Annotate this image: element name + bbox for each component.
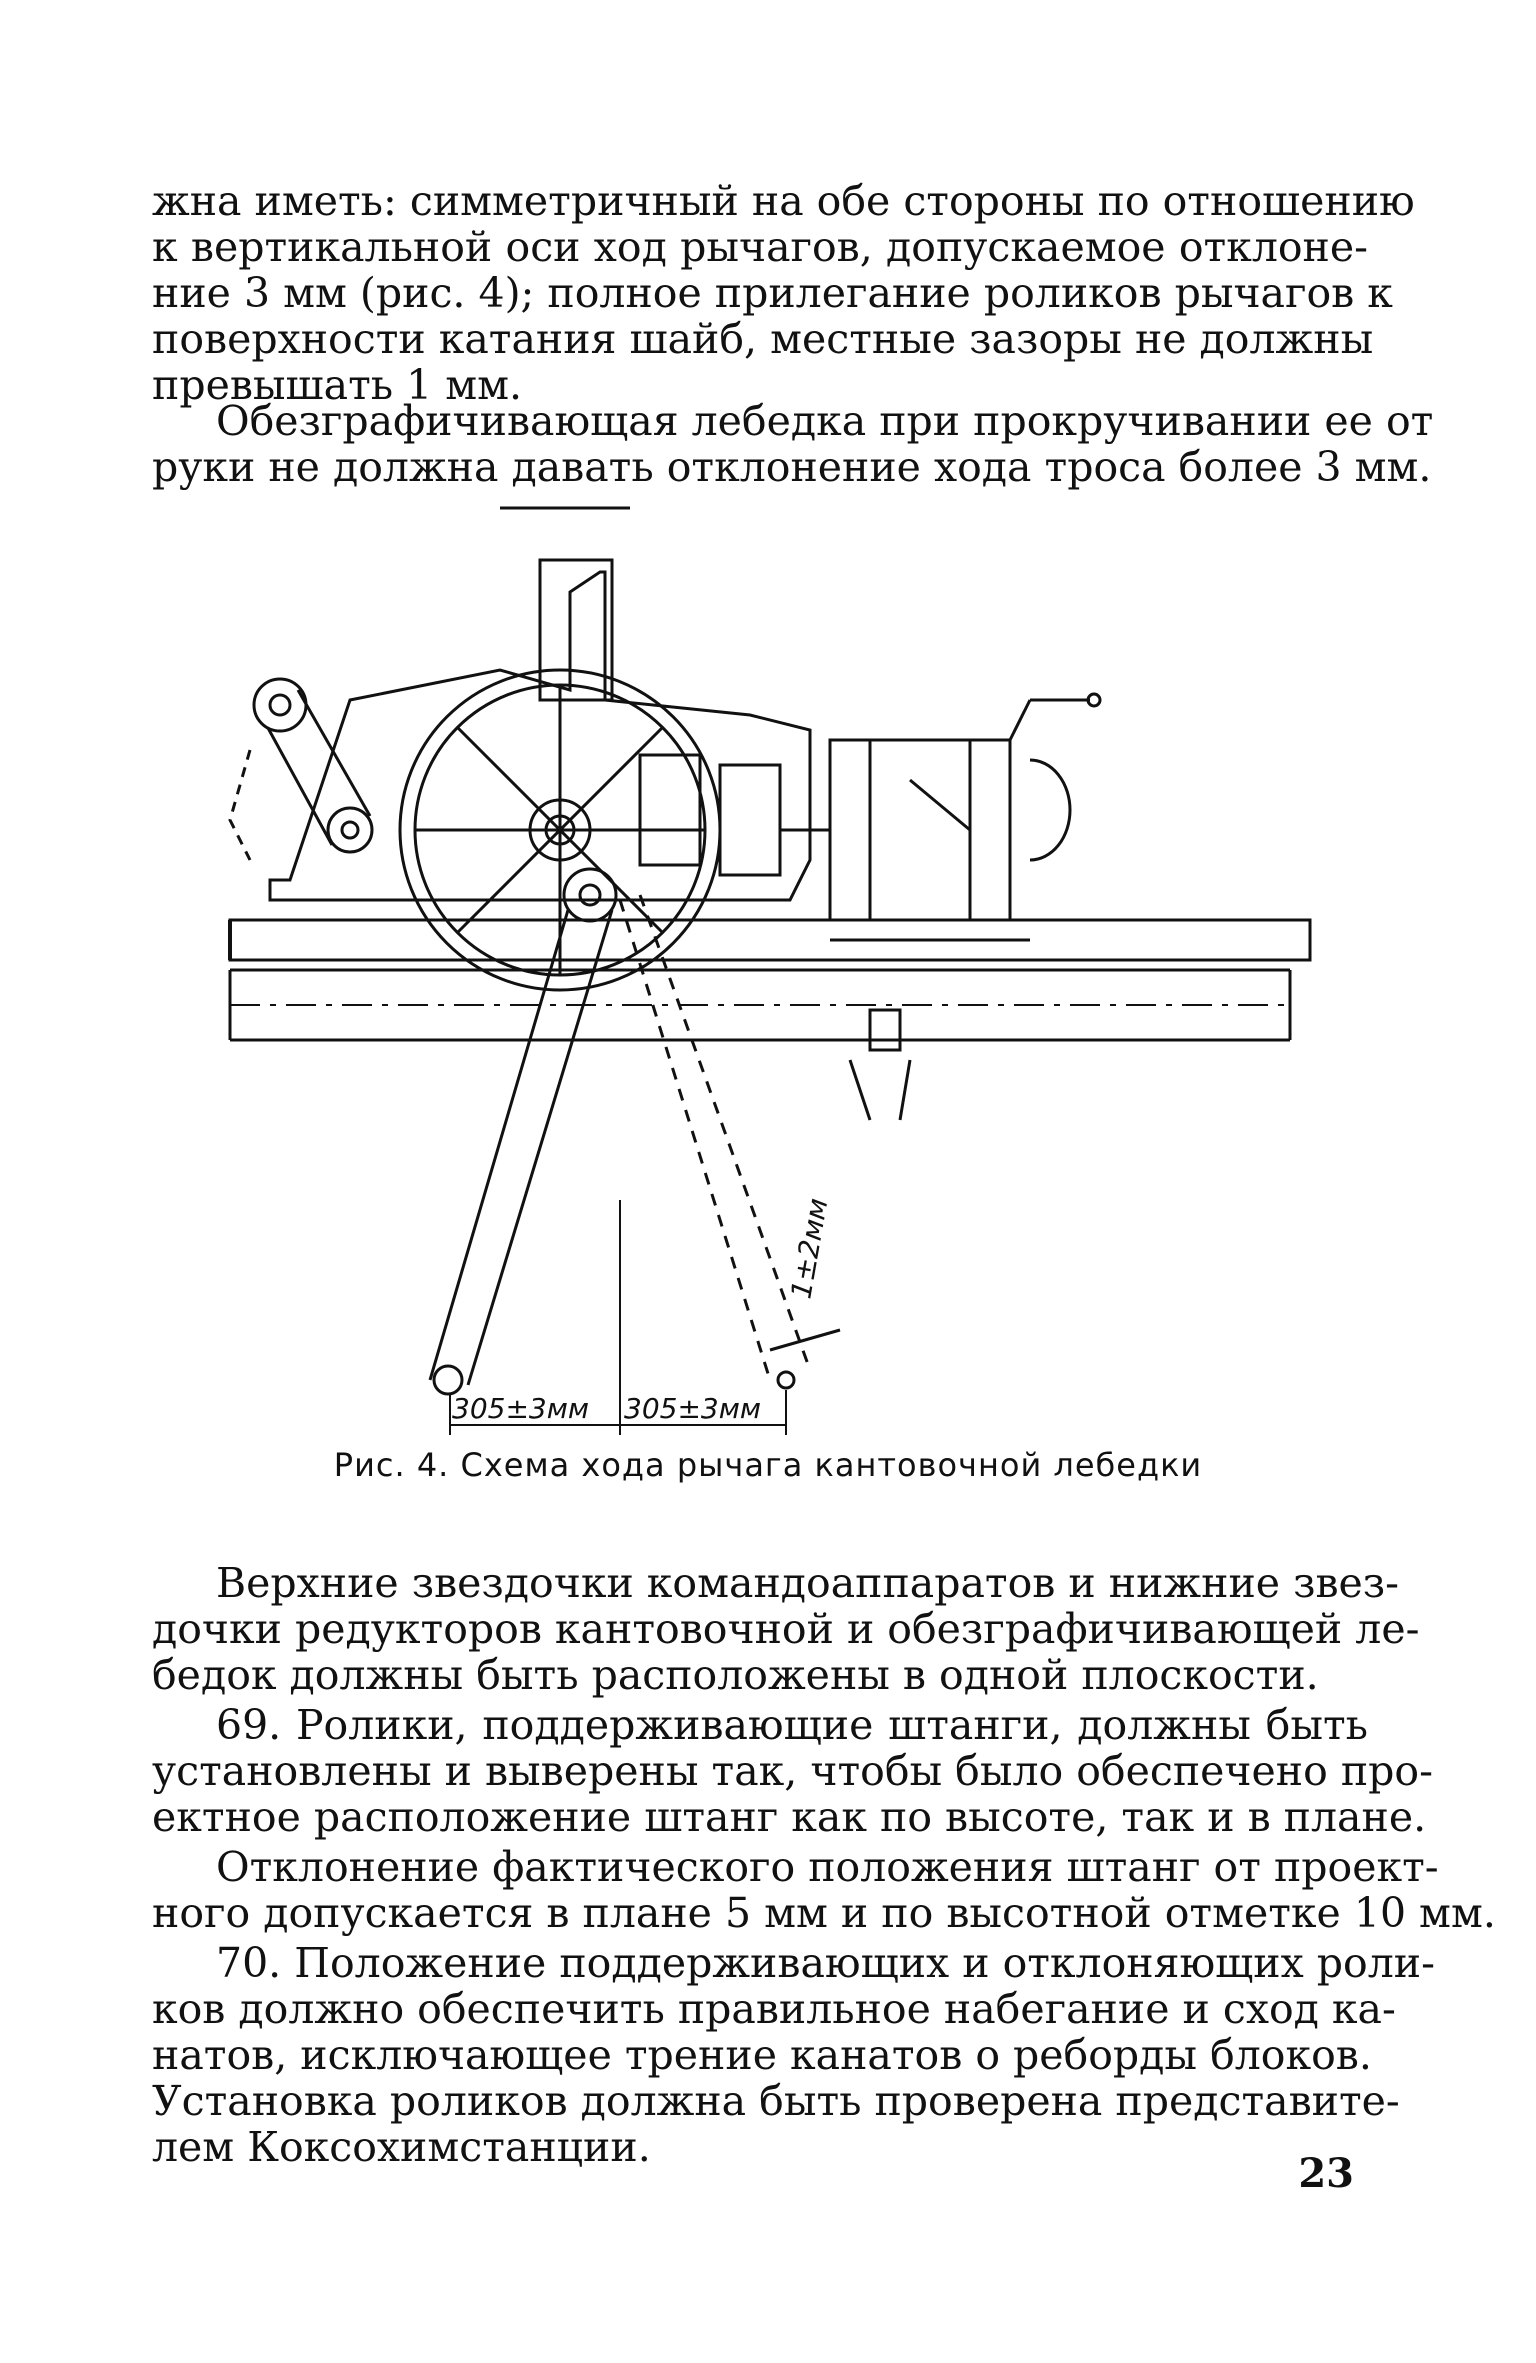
text-line: ектное расположение штанг как по высоте, так и в плане. (152, 1793, 1427, 1841)
text-line: 69. Ролики, поддерживающие штанги, должны быть (216, 1701, 1368, 1749)
swing-lever (430, 869, 840, 1394)
text-line: поверхности катания шайб, местные зазоры не должны (152, 315, 1374, 363)
text-line: Установка роликов должна быть проверена представите- (152, 2077, 1400, 2125)
text-line: натов, исключающее трение канатов о реборды блоков. (152, 2031, 1372, 2079)
figure-caption: Рис. 4. Схема хода рычага кантовочной лебедки (333, 1446, 1203, 1484)
text-line: руки не должна давать отклонение хода троса более 3 мм. (152, 443, 1432, 491)
paragraph-69 (152, 1701, 1433, 1841)
right-drive (640, 694, 1100, 940)
winch-diagram (210, 500, 1330, 1440)
text-line: Отклонение фактического положения штанг от проект- (216, 1843, 1439, 1891)
text-line: дочки редукторов кантовочной и обезграфичивающей ле- (152, 1605, 1420, 1653)
text-line: 70. Положение поддерживающих и отклоняющих роли- (216, 1939, 1435, 1987)
text-line: ние 3 мм (рис. 4); полное прилегание роликов рычагов к (152, 269, 1393, 317)
paragraph-lever-travel (152, 177, 1415, 409)
text-line: Обезграфичивающая лебедка при прокручивании ее от (216, 397, 1434, 445)
text-line: превышать 1 мм. (152, 361, 523, 409)
left-lever (230, 679, 372, 860)
text-line: лем Коксохимстанции. (152, 2123, 651, 2171)
dimension-label-left: 305±3мм (452, 1392, 589, 1425)
text-line: ков должно обеспечить правильное набегание и сход ка- (152, 1985, 1396, 2033)
paragraph-70 (152, 1939, 1435, 2171)
paragraph-deviation (152, 1843, 1496, 1937)
text-line: установлены и выверены так, чтобы было обеспечено про- (152, 1747, 1433, 1795)
paragraph-winch (152, 397, 1434, 491)
paragraph-sprockets (152, 1559, 1420, 1699)
text-line: к вертикальной оси ход рычагов, допускаемое отклоне- (152, 223, 1368, 271)
text-line: ного допускается в плане 5 мм и по высотной отметке 10 мм. (152, 1889, 1496, 1937)
text-line: бедок должны быть расположены в одной плоскости. (152, 1651, 1319, 1699)
dimension-label-angle: 1±2мм (784, 1195, 835, 1302)
rail-beam (230, 920, 1310, 1120)
text-line: Верхние звездочки командоаппаратов и нижние звез- (216, 1559, 1400, 1607)
text-line: жна иметь: симметричный на обе стороны по отношению (152, 177, 1415, 225)
dimension-label-right: 305±3мм (624, 1392, 761, 1425)
page-number: 23 (1298, 2150, 1354, 2197)
